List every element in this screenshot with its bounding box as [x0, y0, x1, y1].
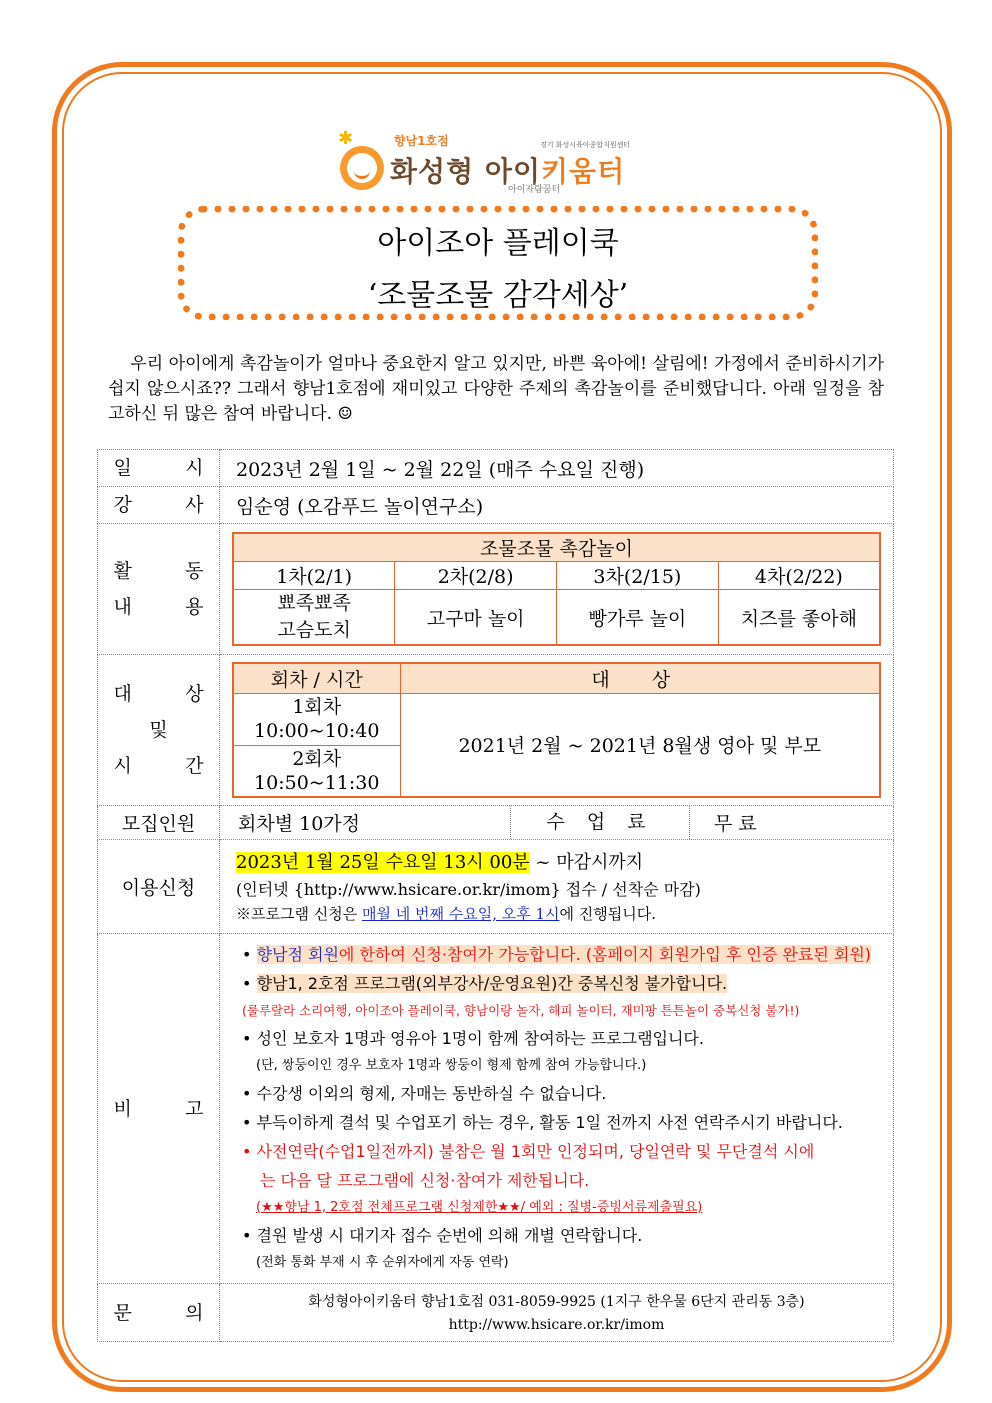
title-line-2: ‘조물조물 감각세상’ — [367, 278, 629, 313]
note-1: • 향남점 회원에 한하여 신청·참여가 가능합니다. (홈페이지 회원가입 후 인증 완료된 회원) — [242, 944, 872, 964]
col-target-header: 대 상 — [400, 663, 880, 693]
target-label-3: 시 간 — [113, 755, 204, 777]
note-4-text: 수강생 이외의 형제, 자매는 동반하실 수 없습니다. — [256, 1083, 607, 1103]
contact-url[interactable]: http://www.hsicare.or.kr/imom — [448, 1316, 665, 1333]
round-2: 2차(2/8) — [395, 562, 557, 590]
notes-label-text: 비 고 — [113, 1097, 204, 1120]
round-2-time — [233, 745, 400, 797]
topic-4: 치즈를 좋아해 — [718, 590, 880, 646]
round-1: 1차(2/1) — [233, 562, 395, 590]
activity-label-1: 활 동 — [113, 560, 204, 582]
logo — [338, 128, 658, 198]
target-header-row — [233, 663, 880, 693]
row-target — [98, 655, 894, 806]
target-label-2: 및 — [149, 719, 168, 741]
row-recruit — [98, 806, 894, 840]
target-value: 2021년 2월 ~ 2021년 8월생 영아 및 부모 — [400, 693, 880, 797]
activity-heading: 조물조물 촉감놀이 — [233, 533, 880, 562]
target-table — [232, 662, 881, 798]
apply-label: 이용신청 — [98, 840, 220, 934]
round-1-time — [233, 693, 400, 745]
activity-cell — [220, 524, 894, 655]
apply-after: ~ 마감시까지 — [529, 851, 644, 873]
round-1-name: 1회차 — [292, 696, 342, 718]
intro-paragraph — [108, 352, 884, 427]
apply-line3-pre: ※프로그램 신청은 — [236, 904, 362, 923]
instructor-label-text: 강 사 — [113, 494, 204, 516]
activity-label-2: 내 용 — [113, 596, 204, 618]
note-1-a: 향남점 회원 — [256, 944, 339, 964]
contact-label — [98, 1284, 220, 1342]
round-2-name: 2회차 — [292, 747, 342, 770]
logo-name-part1: 화성형 아이 — [390, 155, 541, 188]
row-activity — [98, 524, 894, 655]
note-2: • 향남1, 2호점 프로그램(외부강사/운영요원)간 중복신청 불가합니다. — [242, 973, 728, 993]
activity-round-row — [233, 562, 880, 590]
schedule-value: 2023년 2월 1일 ~ 2월 22일 (매주 수요일 진행) — [220, 450, 894, 487]
topic-3: 빵가루 놀이 — [557, 590, 719, 646]
instructor-label — [98, 487, 220, 524]
round-2-time-text: 10:50~11:30 — [254, 771, 380, 794]
note-6-sub: (★★향남 1, 2호점 전체프로그램 신청제한★★/ 예외 : 질병-증빙서류제출필요) — [256, 1199, 703, 1215]
note-4: • 수강생 이외의 형제, 자매는 동반하실 수 없습니다. — [242, 1083, 607, 1103]
notes-cell — [220, 934, 894, 1284]
col-time-header: 회차 / 시간 — [233, 663, 400, 693]
intro-text: 우리 아이에게 촉감놀이가 얼마나 중요한지 알고 있지만, 바쁜 육아에! 살림에! 가정에서 준비하시기가 쉽지 않으시죠?? 그래서 향남1호점에 재미있고 다양한 주제의 촉감놀이를 준비했답니다. 아래 일정을 참고하신 뒤 많은 참여 바랍니다. ☺ — [108, 354, 885, 424]
fee-label: 수 업 료 — [510, 806, 690, 839]
note-7: • 결원 발생 시 대기자 접수 순번에 의해 개별 연락합니다. — [242, 1225, 643, 1245]
apply-line2: (인터넷 {http://www.hsicare.or.kr/imom} 접수 / 선착순 마감) — [236, 879, 701, 899]
logo-branch: 향남1호점 — [394, 134, 449, 148]
note-7-text: 결원 발생 시 대기자 접수 순번에 의해 개별 연락합니다. — [256, 1225, 643, 1245]
activity-label — [98, 524, 220, 655]
note-6: • 사전연락(수업1일전까지) 불참은 월 1회만 인정되며, 당일연락 및 무단결석 시에 — [242, 1141, 815, 1161]
round-4: 4차(2/22) — [718, 562, 880, 590]
note-3: • 성인 보호자 1명과 영유아 1명이 함께 참여하는 프로그램입니다. — [242, 1028, 704, 1048]
instructor-value: 임순영 (오감푸드 놀이연구소) — [220, 487, 894, 524]
note-6-line1: 사전연락(수업1일전까지) 불참은 월 1회만 인정되며, 당일연락 및 무단결석 시에 — [256, 1141, 815, 1161]
apply-line3 — [236, 903, 877, 925]
topic-1 — [233, 590, 395, 646]
row-notes — [98, 934, 894, 1284]
smile-face-icon — [340, 146, 384, 190]
note-7-sub: (전화 통화 부재 시 후 순위자에게 자동 연락) — [256, 1254, 509, 1270]
note-2-text: 향남1, 2호점 프로그램(외부강사/운영요원)간 중복신청 불가합니다. — [256, 973, 728, 993]
recruit-value: 회차별 10가정 — [238, 813, 360, 835]
row-instructor — [98, 487, 894, 524]
row-apply — [98, 840, 894, 934]
round-1-time-text: 10:00~10:40 — [254, 720, 380, 742]
contact-cell — [220, 1284, 894, 1342]
target-label-1: 대 상 — [113, 683, 204, 705]
recruit-label: 모집인원 — [98, 806, 220, 840]
target-label — [98, 655, 220, 806]
note-5-text: 부득이하게 결석 및 수업포기 하는 경우, 활동 1일 전까지 사전 연락주시기 바랍니다. — [256, 1112, 843, 1132]
note-3-text: 성인 보호자 1명과 영유아 1명이 함께 참여하는 프로그램입니다. — [256, 1028, 704, 1048]
note-1-b: 에 한하여 신청·참여가 가능합니다. (홈페이지 회원가입 후 인증 완료된 회원) — [338, 944, 872, 964]
apply-schedule-link[interactable]: 매월 네 번째 수요일, 오후 1시 — [361, 904, 560, 923]
target-cell — [220, 655, 894, 806]
apply-cell — [220, 840, 894, 934]
apply-line3-post: 에 진행됩니다. — [559, 904, 656, 923]
note-5: • 부득이하게 결석 및 수업포기 하는 경우, 활동 1일 전까지 사전 연락주시기 바랍니다. — [242, 1112, 843, 1132]
star-icon: ✱ — [338, 128, 354, 149]
contact-line1: 화성형아이키움터 향남1호점 031-8059-9925 (1지구 한우물 6단지 관리동 3층) — [308, 1293, 805, 1310]
schedule-label-text: 일 시 — [113, 457, 204, 479]
logo-agency: 경기 화성시육아종합지원센터 — [540, 141, 631, 149]
note-3-sub: (단, 쌍둥이인 경우 보호자 1명과 쌍둥이 형제 함께 참여 가능합니다.) — [256, 1057, 647, 1073]
row-contact — [98, 1284, 894, 1342]
recruit-cell — [220, 806, 894, 840]
contact-label-text: 문 의 — [113, 1301, 204, 1324]
round-3: 3차(2/15) — [557, 562, 719, 590]
topic-1-line1: 뾰족뾰족 — [277, 592, 351, 614]
activity-table — [232, 532, 881, 646]
topic-2: 고구마 놀이 — [395, 590, 557, 646]
activity-heading-row — [233, 533, 880, 562]
row-schedule — [98, 450, 894, 487]
logo-sub: 아이자람꿈터 — [508, 185, 561, 195]
apply-deadline: 2023년 1월 25일 수요일 13시 00분 — [236, 851, 530, 873]
notes-label — [98, 934, 220, 1284]
schedule-label — [98, 450, 220, 487]
info-table — [97, 449, 894, 1342]
fee-value: 무료 — [714, 813, 763, 835]
recruit-row-inner — [220, 806, 893, 839]
note-2-sub: (룰루랄라 소리여행, 아이조아 플레이쿡, 향남이랑 놀자, 해피 놀이터, 재미팡 튼튼놀이 중복신청 불가!) — [242, 1002, 800, 1018]
apply-line1 — [236, 849, 877, 877]
topic-1-line2: 고슴도치 — [277, 619, 351, 641]
note-6-line2: 는 다음 달 프로그램에 신청·참여가 제한됩니다. — [260, 1170, 590, 1190]
round-1-row — [233, 693, 880, 745]
logo-name-part2: 키움터 — [541, 155, 626, 188]
title-line-1: 아이조아 플레이쿡 — [377, 226, 619, 261]
activity-topic-row — [233, 590, 880, 646]
